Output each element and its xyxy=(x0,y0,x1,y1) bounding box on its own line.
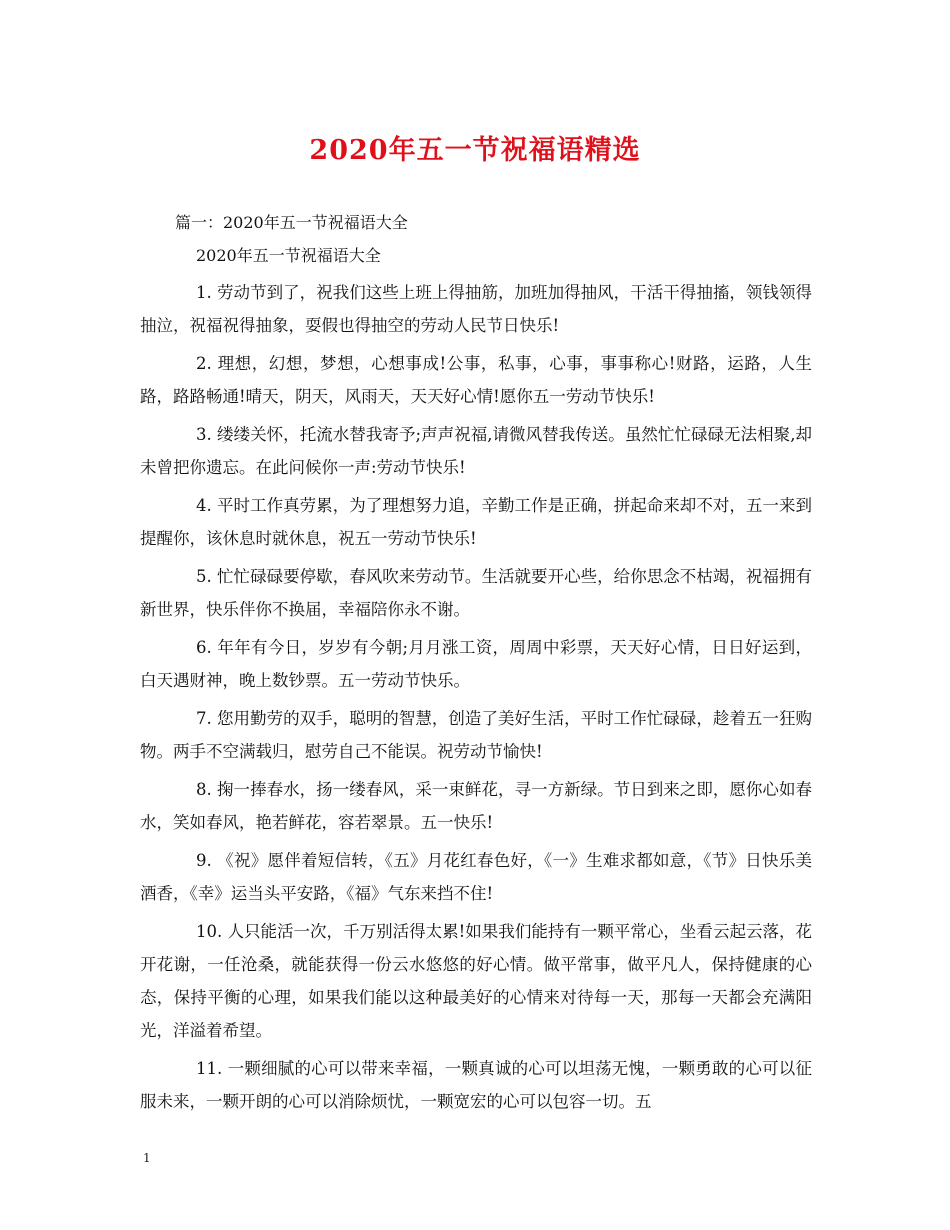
page-number: 1 xyxy=(143,1151,151,1165)
paragraph-11: 11. 一颗细腻的心可以带来幸福，一颗真诚的心可以坦荡无愧，一颗勇敢的心可以征服未来，一颗开朗的心可以消除烦忧，一颗宽宏的心可以包容一切。五 xyxy=(140,1059,812,1111)
paragraph-3: 3. 缕缕关怀，托流水替我寄予;声声祝福,请微风替我传送。虽然忙忙碌碌无法相聚,却未曾把你遗忘。在此问候你一声:劳动节快乐! xyxy=(140,425,812,477)
paragraph-10: 10. 人只能活一次，千万别活得太累!如果我们能持有一颗平常心，坐看云起云落，花开花谢，一任沧桑，就能获得一份云水悠悠的好心情。做平常事，做平凡人，保持健康的心态，保持平衡的心理，如果我们能以这种最美好的心情来对待每一天，那每一天都会充满阳光，洋溢着希望。 xyxy=(140,922,812,1040)
paragraph-2: 2. 理想，幻想，梦想，心想事成!公事，私事，心事，事事称心!财路，运路，人生路，路路畅通!晴天，阴天，风雨天，天天好心情!愿你五一劳动节快乐! xyxy=(140,354,812,406)
paragraph-7: 7. 您用勤劳的双手，聪明的智慧，创造了美好生活，平时工作忙碌碌，趁着五一狂购物。两手不空满载归，慰劳自己不能误。祝劳动节愉快! xyxy=(140,709,812,761)
paragraph-9: 9. 《祝》愿伴着短信转，《五》月花红春色好，《一》生难求都如意，《节》日快乐美酒香，《幸》运当头平安路，《福》气东来挡不住! xyxy=(140,851,812,903)
paragraph-8: 8. 掬一捧春水，扬一缕春风，采一束鲜花，寻一方新绿。节日到来之即，愿你心如春水，笑如春风，艳若鲜花，容若翠景。五一快乐! xyxy=(140,780,812,832)
section-heading: 篇一：2020年五一节祝福语大全 xyxy=(175,213,408,232)
paragraph-5: 5. 忙忙碌碌要停歇，春风吹来劳动节。生活就要开心些，给你思念不枯竭，祝福拥有新世界，快乐伴你不换届，幸福陪你永不谢。 xyxy=(140,567,812,619)
paragraph-6: 6. 年年有今日，岁岁有今朝;月月涨工资，周周中彩票，天天好心情，日日好运到，白天遇财神，晚上数钞票。五一劳动节快乐。 xyxy=(140,638,812,690)
paragraph-4: 4. 平时工作真劳累，为了理想努力追，辛勤工作是正确，拼起命来却不对，五一来到提醒你，该休息时就休息，祝五一劳动节快乐! xyxy=(140,496,812,548)
paragraph-1: 1. 劳动节到了，祝我们这些上班上得抽筋，加班加得抽风，干活干得抽搐，领钱领得抽泣，祝福祝得抽象，耍假也得抽空的劳动人民节日快乐! xyxy=(140,283,812,335)
subheading: 2020年五一节祝福语大全 xyxy=(196,246,381,265)
document-title: 2020年五一节祝福语精选 xyxy=(309,135,641,166)
document-body xyxy=(140,276,812,1123)
